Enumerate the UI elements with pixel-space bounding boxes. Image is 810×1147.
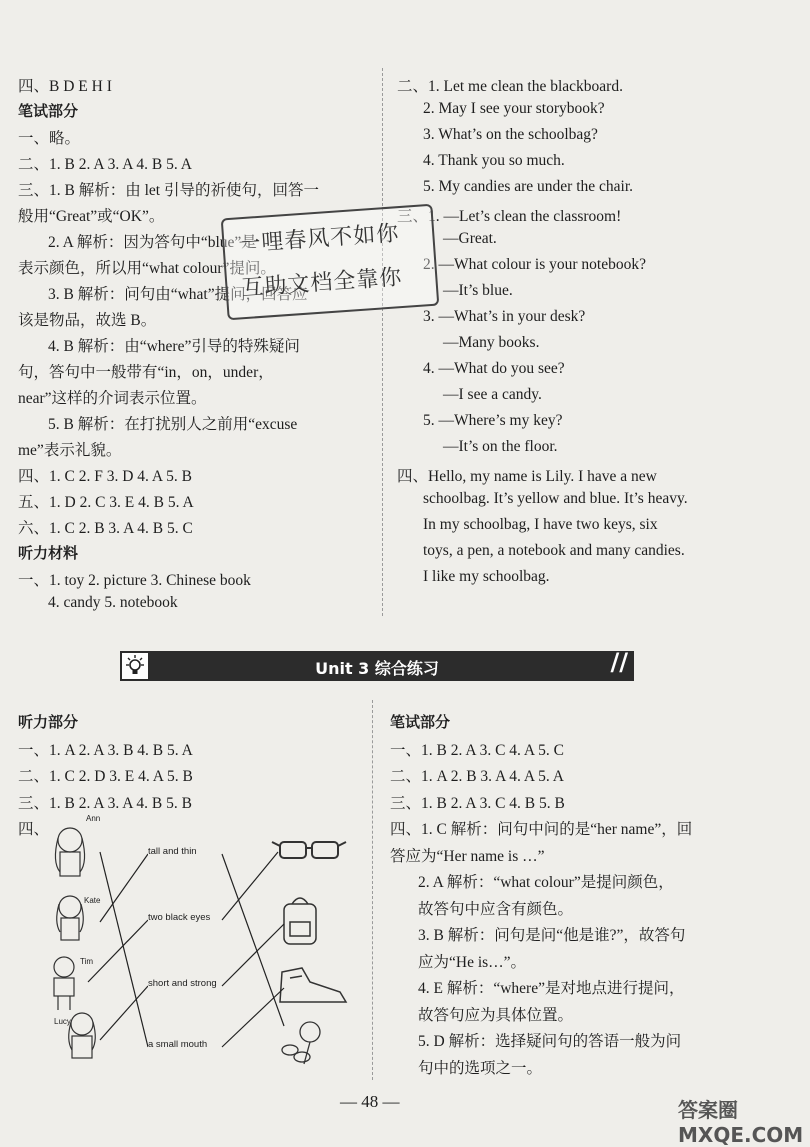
right-bottom-line: 句中的选项之一。	[418, 1059, 543, 1077]
right-bottom-line: 3. B 解析：问句是问“他是谁?”，故答句	[418, 927, 686, 944]
left-bottom-line: 一、1. A 2. A 3. B 4. B 5. A	[18, 741, 193, 759]
right-bottom-line: 4. E 解析：“where”是对地点进行提问，	[418, 980, 685, 997]
right-top-line: —Great.	[443, 230, 497, 247]
unit-title: Unit 3 综合练习	[315, 659, 439, 678]
left-top-line: me”表示礼貌。	[18, 442, 122, 459]
right-bottom-line: 故答句中应含有颜色。	[418, 900, 574, 918]
kid-kate-figure	[57, 896, 84, 940]
kid-lucy-figure	[69, 1013, 96, 1058]
phrase-tall-and-thin: tall and thin	[148, 846, 197, 857]
right-top-line: 4. —What do you see?	[423, 360, 565, 377]
right-top-line: In my schoolbag, I have two keys, six	[423, 516, 658, 533]
left-top-line: 4. candy 5. notebook	[48, 594, 178, 611]
right-top-line: —Many books.	[443, 334, 540, 351]
right-top-line: 4. Thank you so much.	[423, 152, 565, 169]
right-top-line: 5. My candies are under the chair.	[423, 178, 634, 195]
phrase-a-small-mouth: a small mouth	[148, 1039, 208, 1050]
right-top-line: 3. What’s on the schoolbag?	[423, 126, 598, 143]
right-top-line: 2. May I see your storybook?	[423, 100, 605, 117]
left-top-line: 四、B D E H I	[18, 78, 112, 95]
left-top-line: 三、1. B 解析：由 let 引导的祈使句，回答一	[18, 182, 319, 199]
left-top-line: 五、1. D 2. C 3. E 4. B 5. A	[18, 494, 194, 511]
right-top-line: schoolbag. It’s yellow and blue. It’s heavy.	[423, 490, 688, 507]
kid-tim-figure	[54, 957, 74, 1010]
phrase-two-black-eyes: two black eyes	[148, 912, 211, 923]
left-top-line: 表示颜色，所以用“what colour”提问。	[18, 260, 276, 277]
banner-slash-decoration: //	[610, 648, 628, 676]
top-column-divider	[382, 68, 384, 616]
left-top-line: 一、1. toy 2. picture 3. Chinese book	[18, 572, 251, 589]
right-bottom-line: 答应为“Her name is …”	[390, 847, 545, 865]
shoe-figure	[280, 968, 346, 1002]
left-top-line: 2. A 解析：因为答句中“blue”是	[48, 234, 257, 251]
kid-name-ann: Ann	[86, 814, 101, 823]
right-top-line: 二、1. Let me clean the blackboard.	[397, 78, 623, 95]
right-top-line: —It’s on the floor.	[443, 438, 558, 455]
right-top-line: 2. —What colour is your notebook?	[423, 256, 646, 273]
right-bottom-line: 四、1. C 解析：问句中问的是“her name”，回	[390, 821, 693, 838]
right-bottom-line: 笔试部分	[390, 713, 451, 731]
stamp-line-1: 一哩春风不如你	[237, 221, 401, 258]
left-bottom-line: 四、	[18, 821, 50, 838]
kid-name-tim: Tim	[80, 957, 94, 966]
stamp-seal	[221, 204, 440, 321]
left-top-line: 句，答句中一般带有“in，on，under，	[18, 364, 274, 381]
right-top-line: 四、Hello, my name is Lily. I have a new	[397, 468, 657, 485]
right-top-line: —I see a candy.	[443, 386, 542, 403]
bottom-column-divider	[372, 700, 374, 1080]
right-bottom-line: 2. A 解析：“what colour”是提问颜色，	[418, 874, 674, 891]
left-bottom-line: 三、1. B 2. A 3. A 4. B 5. B	[18, 794, 192, 812]
right-top-line: 5. —Where’s my key?	[423, 412, 563, 429]
left-top-line: 听力材料	[18, 544, 79, 562]
matching-figure	[40, 812, 360, 1077]
schoolbag-figure	[284, 898, 316, 944]
unit-banner	[120, 648, 634, 681]
stamp-line-2: 互助文档全靠你	[240, 265, 404, 302]
left-bottom-line: 二、1. C 2. D 3. E 4. A 5. B	[18, 768, 193, 785]
right-bottom-line: 应为“He is…”。	[418, 953, 527, 971]
right-bottom-line: 三、1. B 2. A 3. C 4. B 5. B	[390, 794, 565, 812]
kid-name-lucy: Lucy	[54, 1017, 71, 1026]
left-top-line: 四、1. C 2. F 3. D 4. A 5. B	[18, 468, 192, 485]
right-top-line: toys, a pen, a notebook and many candies.	[423, 542, 685, 559]
right-top-line: 3. —What’s in your desk?	[423, 308, 586, 325]
glasses-figure	[272, 842, 346, 858]
left-top-line: 4. B 解析：由“where”引导的特殊疑问	[48, 338, 300, 355]
kid-name-kate: Kate	[84, 896, 101, 905]
left-top-line: 3. B 解析：问句由“what”提问，回答应	[48, 286, 308, 303]
left-top-line: 二、1. B 2. A 3. A 4. B 5. A	[18, 156, 192, 173]
right-top-line: 三、1. —Let’s clean the classroom!	[397, 208, 622, 225]
right-bottom-line: 5. D 解析：选择疑问句的答语一般为问	[418, 1033, 682, 1050]
left-top-line: 般用“Great”或“OK”。	[18, 208, 165, 225]
right-top-line: I like my schoolbag.	[423, 568, 550, 585]
right-top-line: —It’s blue.	[443, 282, 513, 299]
phrase-short-and-strong: short and strong	[148, 978, 217, 989]
lollipop-candy-figure	[282, 1022, 320, 1064]
right-bottom-line: 一、1. B 2. A 3. C 4. A 5. C	[390, 741, 564, 759]
left-top-line: 笔试部分	[18, 102, 79, 120]
left-top-line: 六、1. C 2. B 3. A 4. B 5. C	[18, 520, 193, 537]
kid-ann-figure	[55, 828, 84, 876]
page-number: — 48 —	[340, 1092, 400, 1111]
left-top-line: 一、略。	[18, 130, 81, 147]
left-top-line: 5. B 解析：在打扰别人之前用“excuse	[48, 416, 298, 433]
left-bottom-line: 听力部分	[18, 713, 79, 731]
right-bottom-line: 故答句应为具体位置。	[418, 1006, 574, 1024]
site-watermark: 答案圈 MXQE.COM	[678, 1098, 804, 1147]
right-bottom-line: 二、1. A 2. B 3. A 4. A 5. A	[390, 768, 564, 785]
left-top-line: near”这样的介词表示位置。	[18, 390, 207, 407]
left-top-line: 该是物品，故选 B。	[18, 312, 157, 329]
